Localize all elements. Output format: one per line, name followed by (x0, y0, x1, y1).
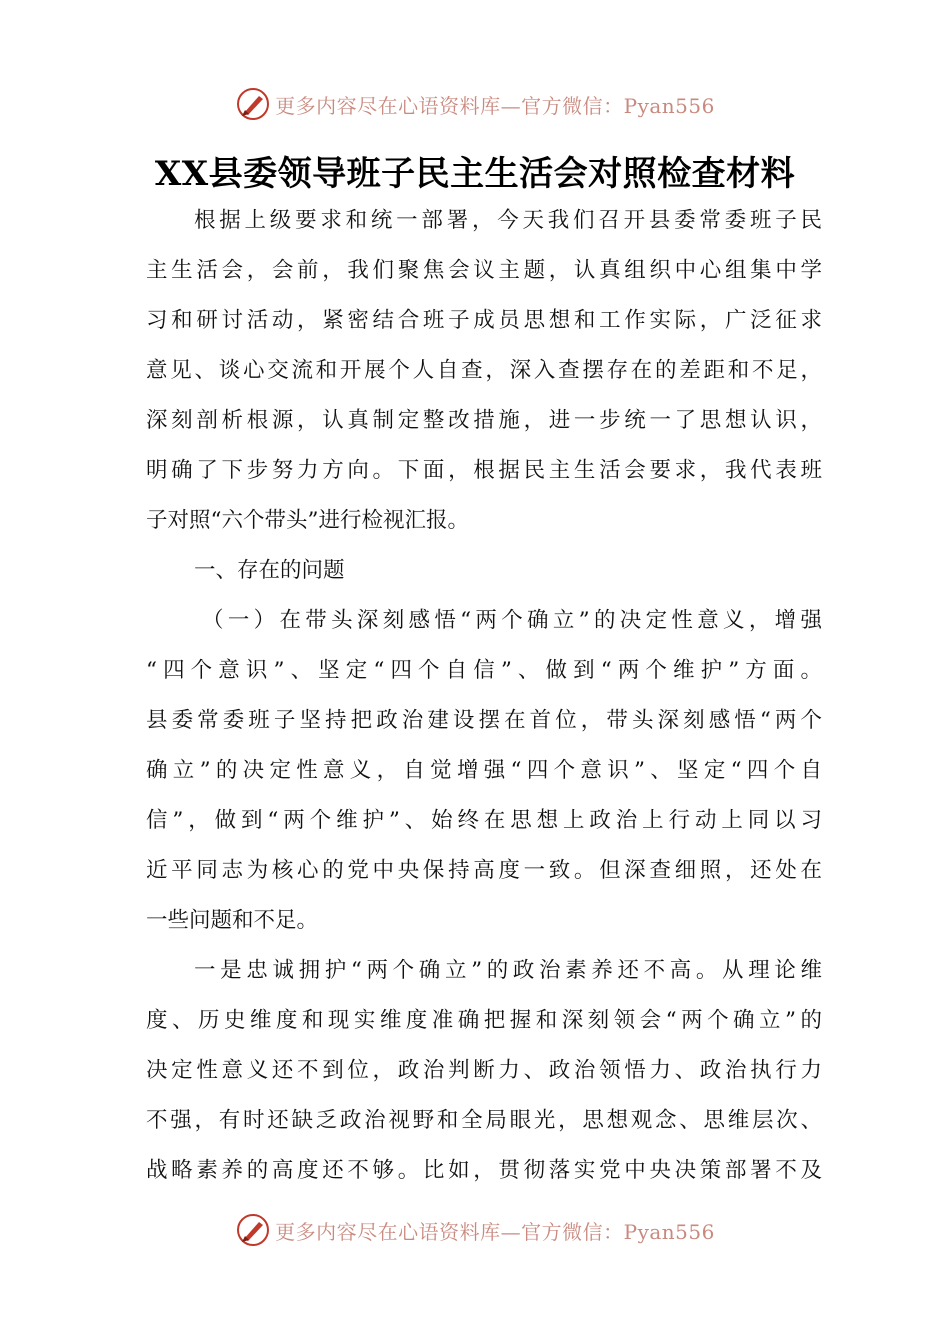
header-banner (0, 84, 950, 124)
text-line: 确立”的决定性意义，自觉增强“四个意识”、坚定“四个自 (146, 758, 822, 783)
text-line: 根据上级要求和统一部署，今天我们召开县委常委班子民 (194, 208, 822, 233)
text-line: 近平同志为核心的党中央保持高度一致。但深查细照，还处在 (146, 858, 822, 883)
text-line: 不强，有时还缺乏政治视野和全局眼光，思想观念、思维层次、 (146, 1108, 822, 1133)
text-line: 深刻剖析根源，认真制定整改措施，进一步统一了思想认识， (146, 408, 822, 433)
text-line: 一些问题和不足。 (146, 908, 319, 933)
document-title: XX县委领导班子民主生活会对照检查材料 (154, 154, 796, 194)
pen-logo-icon (235, 86, 271, 122)
text-line: 战略素养的高度还不够。比如，贯彻落实党中央决策部署不及 (146, 1158, 822, 1183)
text-line: 一是忠诚拥护“两个确立”的政治素养还不高。从理论维 (194, 958, 822, 983)
text-line: 决定性意义还不到位，政治判断力、政治领悟力、政治执行力 (146, 1058, 822, 1083)
pen-logo-icon (235, 1212, 271, 1248)
text-line: “四个意识”、坚定“四个自信”、做到“两个维护”方面。 (146, 658, 822, 683)
text-line: 主生活会，会前，我们聚焦会议主题，认真组织中心组集中学 (146, 258, 822, 283)
text-line: 信”，做到“两个维护”、始终在思想上政治上行动上同以习 (146, 808, 822, 833)
text-line: 意见、谈心交流和开展个人自查，深入查摆存在的差距和不足， (146, 358, 822, 383)
section-heading: 一、存在的问题 (194, 558, 345, 583)
document-body (146, 196, 822, 1196)
text-line: 子对照“六个带头”进行检视汇报。 (146, 508, 469, 533)
footer-text: 更多内容尽在心语资料库—官方微信：Pyan556 (275, 1219, 715, 1244)
text-line: 度、历史维度和现实维度准确把握和深刻领会“两个确立”的 (146, 1008, 822, 1033)
text-line: 习和研讨活动，紧密结合班子成员思想和工作实际，广泛征求 (146, 308, 822, 333)
banner-text: 更多内容尽在心语资料库—官方微信：Pyan556 (275, 93, 715, 118)
text-line: 明确了下步努力方向。下面，根据民主生活会要求，我代表班 (146, 458, 822, 483)
subsection-heading: （一）在带头深刻感悟“两个确立”的决定性意义，增强 (202, 608, 822, 633)
text-line: 县委常委班子坚持把政治建设摆在首位，带头深刻感悟“两个 (146, 708, 822, 733)
footer-banner (0, 1210, 950, 1250)
